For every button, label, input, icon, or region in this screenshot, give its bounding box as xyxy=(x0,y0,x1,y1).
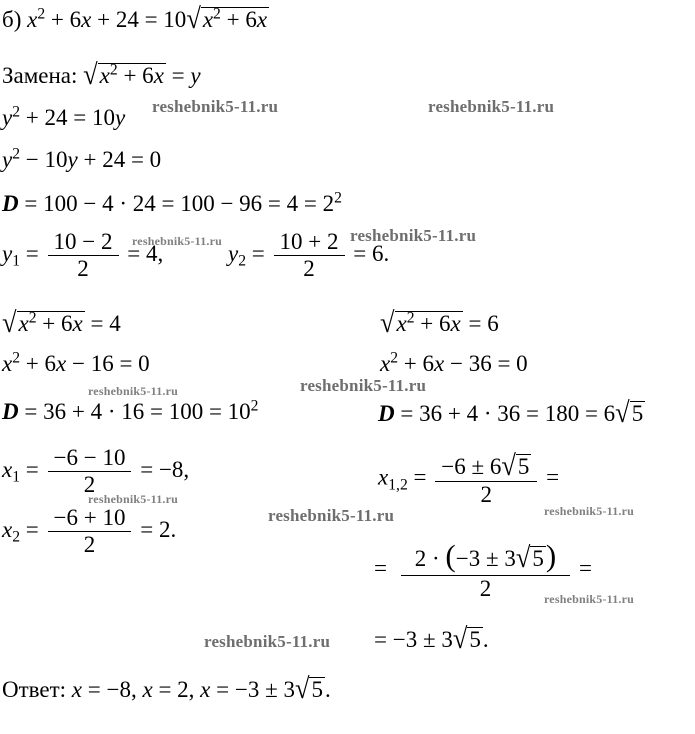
watermark: reshebnik5-11.ru xyxy=(544,592,634,606)
watermark: reshebnik5-11.ru xyxy=(350,226,477,245)
case-2-equation: $√x^2 + 6x = 6$ xyxy=(380,305,499,339)
watermark: reshebnik5-11.ru xyxy=(300,376,427,395)
case-1-root-x1: $x_1$ = $\frac{-6 - 10}{2}$ = −8, xyxy=(2,445,190,498)
case-2-roots: $x_{1,2}$ = $\frac{-6 \pm 6√5}{2}$ = xyxy=(378,448,560,507)
case-1-discriminant: $D = 36 + 4 \cdot 16 = 100 = 10^2$ xyxy=(2,397,259,424)
equation-line-3: $y^2 + 24 = 10y$ xyxy=(2,103,126,130)
equation-original: $x^2 + 6x + 24 = 10√x^2 + 6x$ xyxy=(27,1,268,35)
watermark: reshebnik5-11.ru xyxy=(152,97,279,116)
watermark: reshebnik5-11.ru xyxy=(132,234,222,248)
case-2-simplify: = $\frac{2 \cdot (-3 \pm 3√5)}{2}$ = xyxy=(374,538,592,601)
watermark: reshebnik5-11.ru xyxy=(88,492,178,506)
answer-values: x = −8, x = 2, x = −3 ± 3√5. xyxy=(71,671,331,705)
substitution-label: Замена: xyxy=(2,63,78,88)
case-2-discriminant: D = 36 + 4 · 36 = 180 = 6√5 xyxy=(378,395,644,429)
root-y1: $y_1$ = $\frac{10 - 2}{2}$ = 4, xyxy=(2,229,164,282)
equation-line-4: $y^2 - 10y + 24 = 0$ xyxy=(2,145,162,172)
watermark: reshebnik5-11.ru xyxy=(204,632,331,651)
case-2-quadratic: $x^2 + 6x - 36 = 0$ xyxy=(380,349,528,376)
substitution-line xyxy=(2,57,201,91)
answer-label: Ответ: xyxy=(2,677,67,702)
equation-line-1 xyxy=(2,1,269,35)
problem-label: б) xyxy=(2,7,22,32)
case-1-quadratic: $x^2 + 6x - 16 = 0$ xyxy=(2,349,150,376)
watermark: reshebnik5-11.ru xyxy=(88,384,178,398)
root-y2: $y_2$ = $\frac{10 + 2}{2}$ = 6. xyxy=(228,229,390,282)
watermark: reshebnik5-11.ru xyxy=(428,97,555,116)
answer-line xyxy=(2,671,331,705)
case-1-equation: $√x^2 + 6x = 4$ xyxy=(2,305,121,339)
case-1-root-x2: $x_2$ = $\frac{-6 + 10}{2}$ = 2. xyxy=(2,505,177,558)
watermark: reshebnik5-11.ru xyxy=(544,504,634,518)
substitution-expression: $√x^2 + 6x = y$ xyxy=(83,57,201,91)
discriminant-line: $D = 100 - 4 \cdot 24 = 100 - 96 = 4 = 2^2$ xyxy=(2,189,342,216)
case-2-result: = −3 ± 3√5. xyxy=(374,621,489,655)
watermark: reshebnik5-11.ru xyxy=(268,506,395,525)
